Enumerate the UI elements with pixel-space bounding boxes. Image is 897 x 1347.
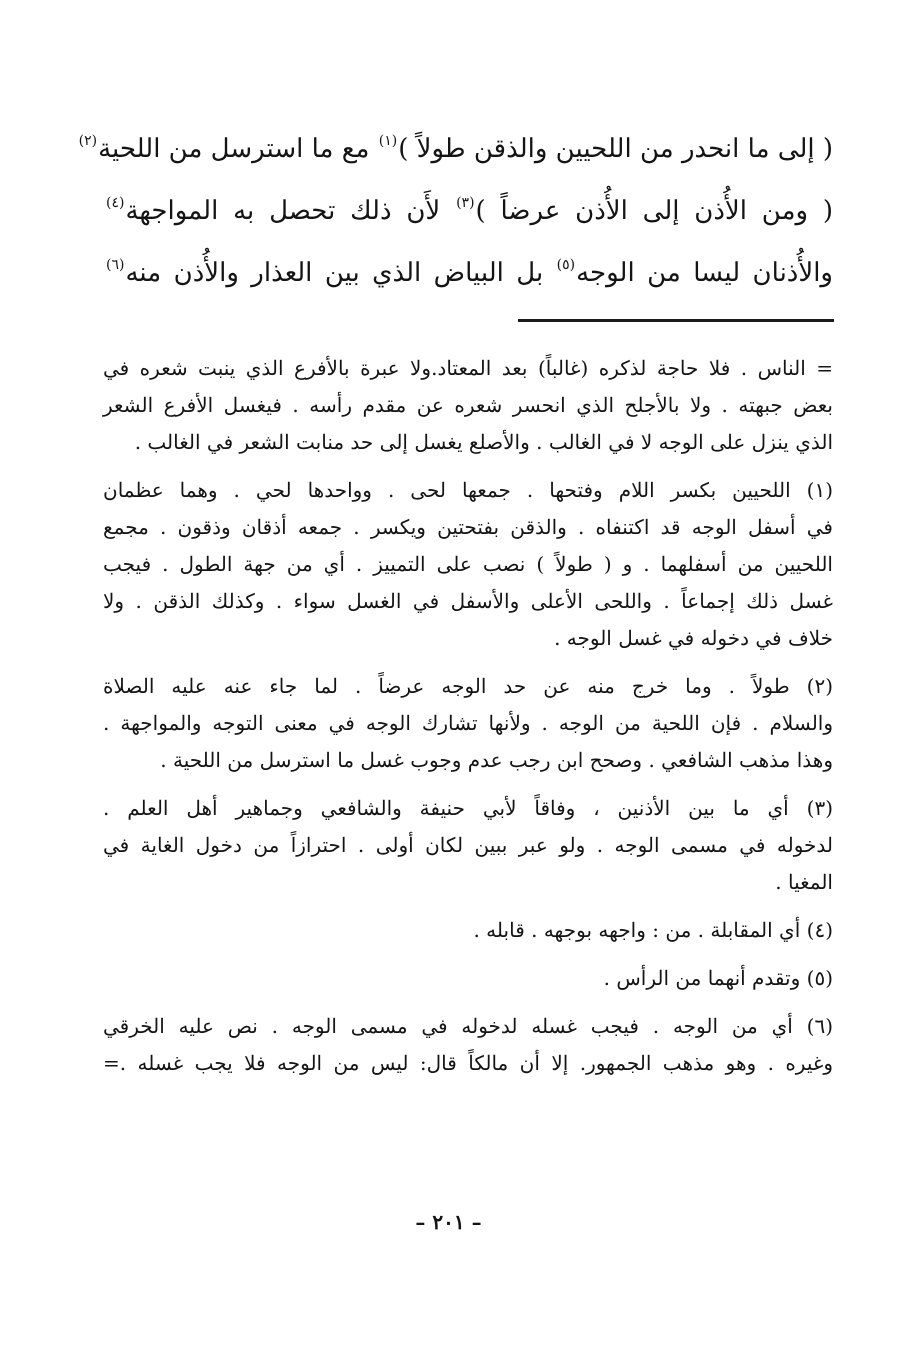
footnote-line: (٦) أي من الوجه . فيجب غسله لدخوله في مسمى الوجه . نص عليه الخرقي <box>103 1014 833 1038</box>
main-text-segment: ( إلى ما انحدر من اللحيين والذقن طولاً ) <box>398 134 833 164</box>
footnote-5 <box>103 960 833 997</box>
page-number: – ٢٠١ – <box>415 1210 482 1234</box>
footnote-line: (٣) أي ما بين الأذنين ، وفاقاً لأبي حنيفة والشافعي وجماهير أهل العلم . <box>103 796 833 820</box>
continuation-mark: = <box>103 1051 120 1075</box>
footnote-6 <box>103 1008 833 1082</box>
footnote-line: (٥) وتقدم أنهما من الرأس . <box>603 966 833 990</box>
footnote-line: (١) اللحيين بكسر اللام وفتحها . جمعها لحى . وواحدها لحي . وهما عظمان <box>103 478 833 502</box>
main-text-segment: لأَن ذلك تحصل به المواجهة <box>125 196 456 226</box>
footnote-line: اللحيين من أسفلهما . و ( طولاً ) نصب على التمييز . أي من جهة الطول . فيجب <box>103 552 833 576</box>
footnote-line: (٤) أي المقابلة . من : واجهه بوجهه . قابله . <box>473 918 833 942</box>
footnote-line: غسل ذلك إجماعاً . واللحى الأعلى والأسفل في الغسل سواء . وكذلك الذقن . ولا <box>103 589 833 613</box>
footnote-line <box>103 1045 833 1082</box>
footnote-marker: (٥) <box>556 257 576 273</box>
footnote-marker: (٣) <box>456 195 475 211</box>
footnote-text: وغيره . وهو مذهب الجمهور. إلا أن مالكاً قال: ليس من الوجه فلا يجب غسله . <box>119 1051 833 1075</box>
footnote-separator <box>518 319 834 322</box>
main-line <box>105 242 833 304</box>
footnote-line: (٢) طولاً . وما خرج منه عن حد الوجه عرضاً . لما جاء عنه عليه الصلاة <box>103 674 833 698</box>
main-text-segment: والأُذنان ليسا من الوجه <box>576 258 833 288</box>
footnote-line: الذي ينزل على الوجه لا في الغالب . والأصلع يغسل إلى حد منابت الشعر في الغالب . <box>134 430 833 454</box>
footnote-marker: (١) <box>378 133 398 149</box>
main-line <box>78 118 833 180</box>
footnote-line: في أسفل الوجه قد اكتنفاه . والذقن بفتحتين ويكسر . جمعه أذقان وذقون . مجمع <box>103 515 833 539</box>
footnote-line: = الناس . فلا حاجة لذكره (غالباً) بعد المعتاد.ولا عبرة بالأفرع الذي ينبت شعره في <box>103 356 833 380</box>
footnote-marker: (٦) <box>106 257 125 273</box>
footnotes <box>103 350 833 1093</box>
main-line <box>105 180 833 242</box>
footnote-line: بعض جبهته . ولا بالأجلح الذي انحسر شعره عن مقدم رأسه . فيغسل الأفرع الشعر <box>103 393 833 417</box>
footnote-line: خلاف في دخوله في غسل الوجه . <box>554 626 833 650</box>
footnote-line: والسلام . فإن اللحية من الوجه . ولأنها تشارك الوجه في معنى التوجه والمواجهة . <box>103 711 833 735</box>
footnote-2 <box>103 668 833 779</box>
footnote-3 <box>103 790 833 901</box>
main-text <box>78 118 833 304</box>
footnote-line: لدخوله في مسمى الوجه . ولو عبر ببين لكان أولى . احترازاً من دخول الغاية في <box>103 833 833 857</box>
footnote-marker: (٢) <box>78 133 98 149</box>
footnote-marker: (٤) <box>106 195 125 211</box>
footnote-continuation <box>103 350 833 461</box>
footnote-line: وهذا مذهب الشافعي . وصحح ابن رجب عدم وجوب غسل ما استرسل من اللحية . <box>160 748 833 772</box>
footnote-4 <box>103 912 833 949</box>
main-text-segment: مع ما استرسل من اللحية <box>98 134 378 164</box>
main-text-segment: ( ومن الأُذن إلى الأُذن عرضاً ) <box>475 196 833 226</box>
footnote-line: المغيا . <box>775 870 833 894</box>
footnote-1 <box>103 472 833 657</box>
main-text-segment: بل البياض الذي بين العذار والأُذن منه <box>125 258 556 288</box>
